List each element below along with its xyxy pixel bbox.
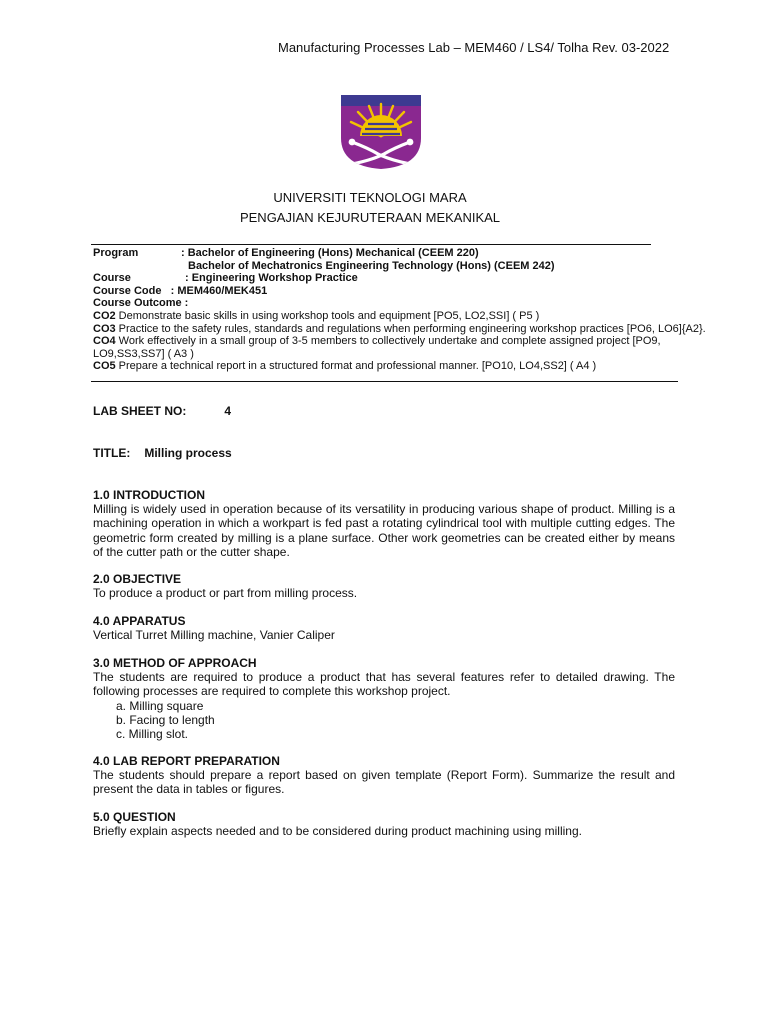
lab-sheet-number bbox=[93, 404, 231, 418]
section-heading: 2.0 OBJECTIVE bbox=[93, 572, 182, 586]
outcome-text: Prepare a technical report in a structured format and professional manner. [PO10, LO4,SS2] ( A4 ) bbox=[115, 360, 597, 373]
method-section bbox=[93, 656, 675, 741]
section-heading: 4.0 LAB REPORT PREPARATION bbox=[93, 754, 280, 768]
outcome-text: Work effectively in a small group of 3-5 members to collectively undertake and complete assigned project [PO9, LO9,SS3,SS7] ( A3 ) bbox=[93, 335, 661, 360]
section-body: Milling is widely used in operation because of its versatility in producing various shape of product. Milling is a machining operation in which a workpart is fed past a rotating cylindrical tool with multiple cutting edges. The geometric form created by milling is a plane surface. Other work geometries can be created either by means of the cutter path or the cutter shape. bbox=[93, 502, 675, 559]
course-code-label: Course Code bbox=[93, 284, 162, 297]
outcome-co4 bbox=[93, 335, 703, 360]
course-code-row bbox=[93, 285, 753, 298]
outcome-code: CO4 bbox=[93, 335, 116, 348]
course-code-value: : MEM460/MEK451 bbox=[170, 284, 268, 297]
program-label: Program bbox=[93, 247, 139, 259]
section-heading: 4.0 APPARATUS bbox=[93, 614, 186, 628]
title-label: TITLE: bbox=[93, 446, 131, 460]
outcome-code: CO3 bbox=[93, 322, 116, 335]
objective-section bbox=[93, 572, 675, 600]
list-item: c. Milling slot. bbox=[116, 727, 189, 742]
question-section bbox=[93, 810, 675, 838]
top-divider bbox=[91, 244, 651, 245]
lab-sheet-value: 4 bbox=[224, 404, 232, 418]
lab-sheet-label: LAB SHEET NO: bbox=[93, 404, 187, 418]
program-row bbox=[93, 247, 753, 260]
outcome-text: Demonstrate basic skills in using workshop tools and equipment [PO5, LO2,SSI] ( P5 ) bbox=[115, 309, 540, 322]
bottom-divider bbox=[91, 381, 678, 382]
course-info-block bbox=[93, 247, 753, 373]
section-heading: 1.0 INTRODUCTION bbox=[93, 488, 206, 502]
lab-title bbox=[93, 446, 232, 460]
outcome-co5 bbox=[93, 360, 753, 373]
section-body: The students are required to produce a product that has several features refer to detailed drawing. The following processes are required to complete this workshop project. bbox=[93, 670, 675, 699]
outcome-co3 bbox=[93, 323, 753, 336]
uitm-crest-icon bbox=[340, 94, 422, 170]
university-name: UNIVERSITI TEKNOLOGI MARA bbox=[273, 190, 467, 205]
faculty-name: PENGAJIAN KEJURUTERAAN MEKANIKAL bbox=[239, 210, 501, 225]
course-row bbox=[93, 272, 753, 285]
list-item: b. Facing to length bbox=[116, 712, 215, 727]
section-body: Vertical Turret Milling machine, Vanier Caliper bbox=[93, 628, 335, 643]
apparatus-section bbox=[93, 614, 675, 642]
section-body: Briefly explain aspects needed and to be considered during product machining using milling. bbox=[93, 824, 582, 839]
outcome-text: Practice to the safety rules, standards and regulations when performing engineering workshop practices [PO6, LO6]{A2}. bbox=[115, 322, 706, 335]
process-list bbox=[93, 699, 675, 742]
program-value-line1: : Bachelor of Engineering (Hons) Mechanical (CEEM 220) bbox=[181, 247, 479, 259]
outcome-co2 bbox=[93, 310, 753, 323]
course-outcome-label: Course Outcome : bbox=[93, 297, 189, 310]
outcome-code: CO2 bbox=[93, 309, 116, 322]
section-heading: 3.0 METHOD OF APPROACH bbox=[93, 656, 257, 670]
section-body: To produce a product or part from milling process. bbox=[93, 586, 358, 601]
outcome-code: CO5 bbox=[93, 360, 116, 373]
section-body: The students should prepare a report based on given template (Report Form). Summarize the result and present the data in tables or figures. bbox=[93, 768, 675, 797]
course-value: : Engineering Workshop Practice bbox=[185, 272, 358, 285]
program-value-line2: Bachelor of Mechatronics Engineering Technology (Hons) (CEEM 242) bbox=[188, 259, 555, 272]
course-label: Course bbox=[93, 272, 131, 285]
list-item: a. Milling square bbox=[116, 698, 204, 713]
introduction-section bbox=[93, 488, 675, 559]
title-value: Milling process bbox=[144, 446, 232, 460]
report-section bbox=[93, 754, 675, 797]
document-header: Manufacturing Processes Lab – MEM460 / LS4/ Tolha Rev. 03-2022 bbox=[278, 40, 670, 55]
section-heading: 5.0 QUESTION bbox=[93, 810, 176, 824]
